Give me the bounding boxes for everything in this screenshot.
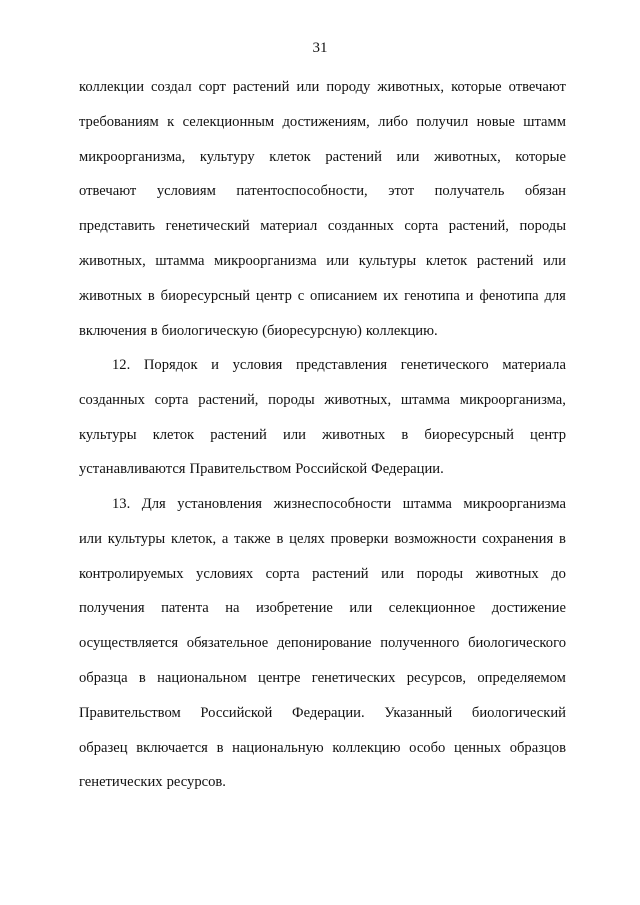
text-line: образца в национальном центре генетических ресурсов, определяемом [79,669,566,686]
text-line: представить генетический материал созданных сорта растений, породы [79,218,566,235]
text-line: получения патента на изобретение или селекционное достижение [79,600,566,617]
page-number: 31 [312,40,328,56]
paragraph-12 [79,348,566,487]
paragraph-1 [79,70,566,348]
text-line: устанавливаются Правительством Российской Федерации. [79,461,444,478]
text-line: генетических ресурсов. [79,774,226,791]
text-line: животных, штамма микроорганизма или культуры клеток растений или [79,252,566,269]
text-line: 13. Для установления жизнеспособности штамма микроорганизма [112,496,566,512]
text-line: осуществляется обязательное депонирование полученного биологического [79,635,566,652]
text-line: или культуры клеток, а также в целях проверки возможности сохранения в [79,530,566,547]
text-line: 12. Порядок и условия представления генетического материала [112,357,566,373]
paragraph-13 [79,487,566,800]
text-line: контролируемых условиях сорта растений или породы животных до [79,565,566,582]
text-line: животных в биоресурсный центр с описанием их генотипа и фенотипа для [79,287,566,304]
text-line: включения в биологическую (биоресурсную) коллекцию. [79,322,438,339]
text-line: коллекции создал сорт растений или породу животных, которые отвечают [79,79,566,95]
text-line: микроорганизма, культуру клеток растений или животных, которые [79,148,566,165]
text-line: культуры клеток растений или животных в биоресурсный центр [79,426,566,443]
text-line: Правительством Российской Федерации. Указанный биологический [79,704,566,721]
text-line: созданных сорта растений, породы животных, штамма микроорганизма, [79,391,566,408]
text-line: требованиям к селекционным достижениям, либо получил новые штамм [79,113,566,130]
text-line: отвечают условиям патентоспособности, этот получатель обязан [79,183,566,200]
text-line: образец включается в национальную коллекцию особо ценных образцов [79,739,566,756]
